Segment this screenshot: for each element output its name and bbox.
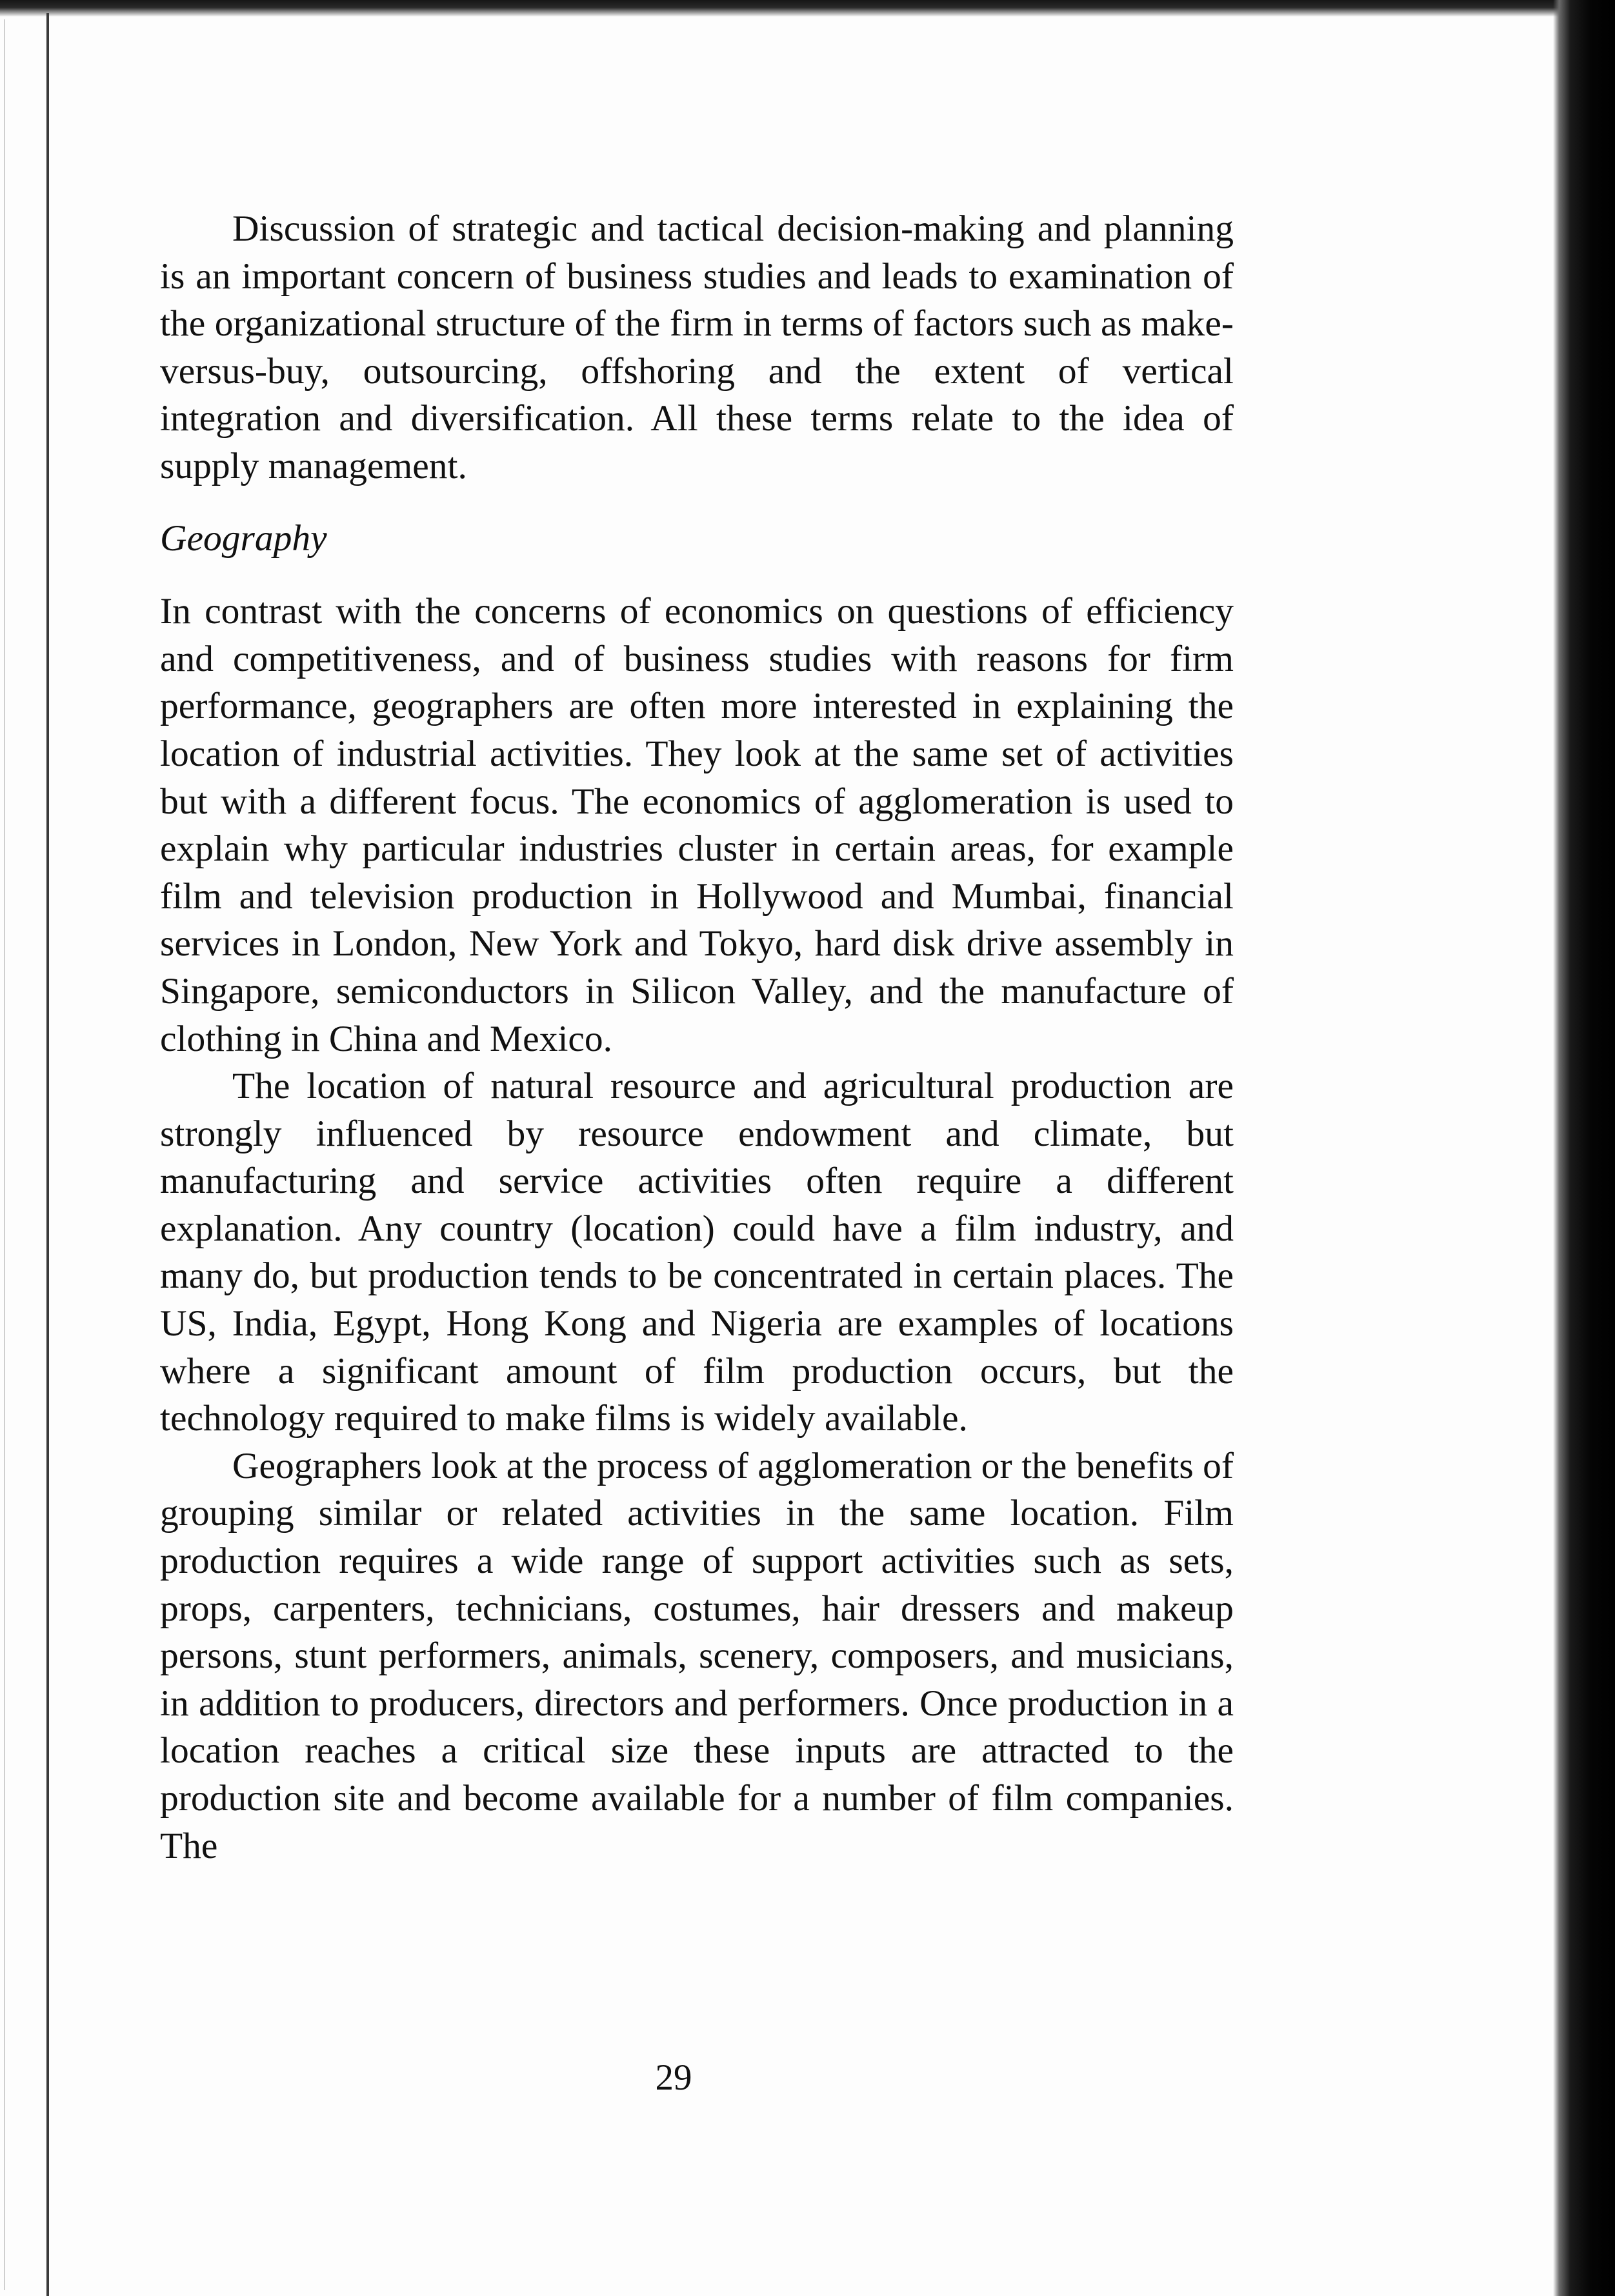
scan-top-shadow (0, 0, 1615, 17)
paragraph-decision-making: Discussion of strategic and tactical decision-making and planning is an important concern of business studies and leads to examination of the organizational structure of the firm in terms of factors such as make-versus-buy, outsourcing, offshoring and the extent of vertical integration and diversification. All these terms relate to the idea of supply management. (160, 208, 1234, 486)
scan-right-shadow (1553, 0, 1615, 2296)
paragraph-geography-intro: In contrast with the concerns of economics on questions of efficiency and competitiveness, and of business studies with reasons for firm performance, geographers are often more interested in explaining the location of industrial activities. They look at the same set of activities but with a different focus. The economics of agglomeration is used to explain why particular industries cluster in certain areas, for example film and television production in Hollywood and Mumbai, financial services in London, New York and Tokyo, hard disk drive assembly in Singapore, semiconductors in Silicon Valley, and the manufacture of clothing in China and Mexico. (160, 591, 1234, 1059)
paragraph-location-resources: The location of natural resource and agricultural production are strongly influenced by resource endowment and climate, but manufacturing and service activities often require a different explanation. Any country (location) could have a film industry, and many do, but production tends to be concentrated in certain places. The US, India, Egypt, Hong Kong and Nigeria are examples of locations where a significant amount of film production occurs, but the technology required to make films is widely available. (160, 1066, 1234, 1439)
body-text (160, 205, 1234, 1870)
page-left-edge (46, 13, 49, 2296)
section-heading-geography: Geography (160, 517, 327, 559)
page-number: 29 (655, 2057, 692, 2098)
page-outer-edge (4, 19, 5, 2290)
paragraph-agglomeration: Geographers look at the process of agglomeration or the benefits of grouping similar or related activities in the same location. Film production requires a wide range of support activities such as sets, props, carpenters, technicians, costumes, hair dressers and makeup persons, stunt performers, animals, scenery, composers, and musicians, in addition to producers, directors and performers. Once production in a location reaches a critical size these inputs are attracted to the production site and become available for a number of film companies. The (160, 1445, 1234, 1866)
